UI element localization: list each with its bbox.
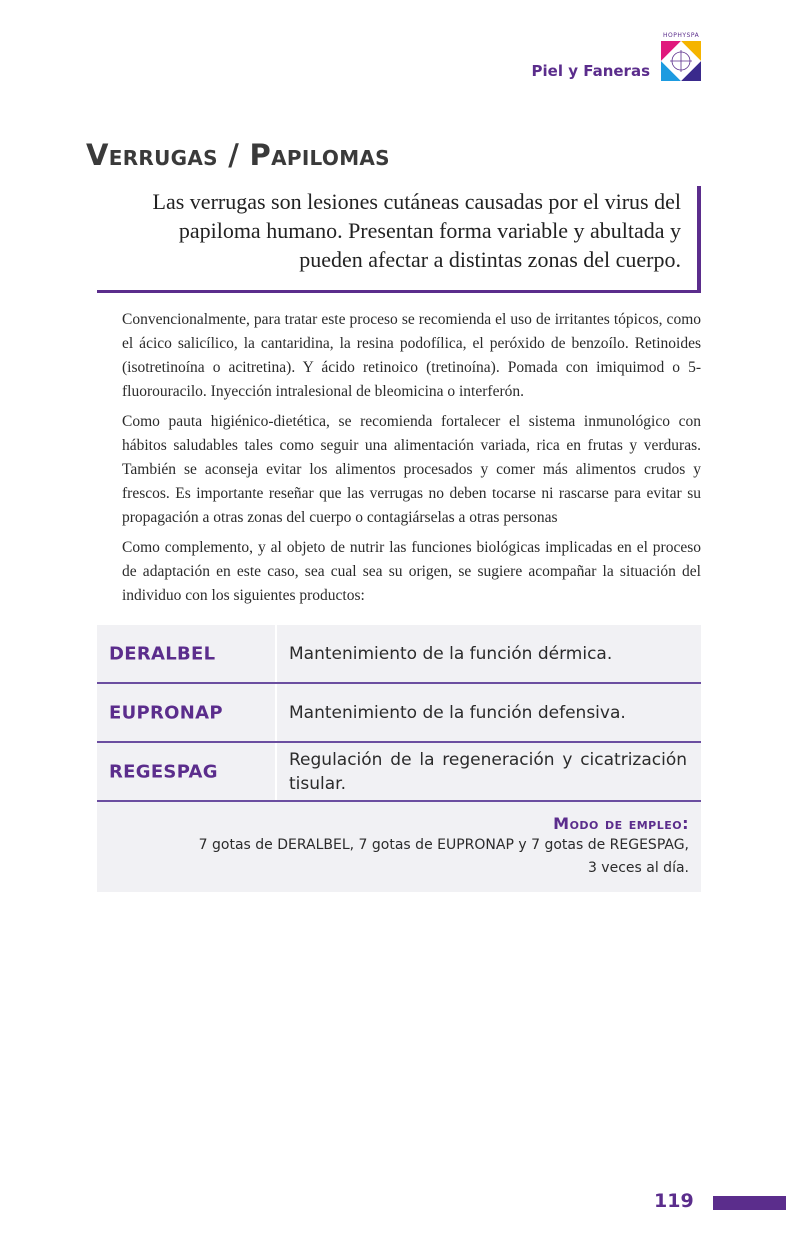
product-row bbox=[97, 625, 701, 684]
paragraph: Convencionalmente, para tratar este proceso se recomienda el uso de irritantes tópicos, como el ácico salicílico, la cantaridina, la resina podofílica, el peróxido de benzoílo. Retinoides (isotretinoína o acitretina). Y ácido retinoico (tretinoína). Pomada con imiquimod o 5-fluorouracilo. Inyección intralesional de bleomicina o interferón. bbox=[122, 311, 701, 400]
body-text bbox=[122, 308, 701, 614]
page-number-bar bbox=[713, 1196, 786, 1210]
paragraph: Como complemento, y al objeto de nutrir las funciones biológicas implicadas en el proceso de adaptación en este caso, sea cual sea su origen, se sugiere acompañar la situación del individuo con los siguientes productos: bbox=[122, 539, 701, 604]
product-table bbox=[97, 625, 701, 892]
usage-heading: Modo de empleo: bbox=[553, 814, 689, 833]
intro-horizontal-rule bbox=[97, 290, 701, 293]
page-title: Verrugas / Papilomas bbox=[86, 138, 390, 172]
product-name: REGESPAG bbox=[109, 761, 218, 782]
product-description: Mantenimiento de la función defensiva. bbox=[289, 702, 626, 723]
column-divider bbox=[275, 625, 277, 682]
page-number: 119 bbox=[654, 1190, 694, 1212]
brand-name: HOPHYSPA bbox=[663, 32, 700, 39]
usage-line: 7 gotas de DERALBEL, 7 gotas de EUPRONAP y 7 gotas de REGESPAG, bbox=[198, 837, 689, 853]
column-divider bbox=[275, 684, 277, 741]
intro-text: Las verrugas son lesiones cutáneas causadas por el virus del papiloma humano. Presentan forma variable y abultada y pueden afectar a distintas zonas del cuerpo. bbox=[152, 189, 681, 272]
product-name: DERALBEL bbox=[109, 643, 216, 664]
paragraph: Como pauta higiénico-dietética, se recomienda fortalecer el sistema inmunológico con hábitos saludables tales como seguir una alimentación variada, rica en frutas y verduras. También se aconseja evitar los alimentos procesados y comer más alimentos crudos y frescos. Es importante reseñar que las verrugas no deben tocarse ni rascarse para evitar su propagación a otras zonas del cuerpo o contagiárselas a otras personas bbox=[122, 413, 701, 526]
product-description: Regulación de la regeneración y cicatrización tisular. bbox=[289, 749, 687, 794]
column-divider bbox=[275, 743, 277, 800]
product-row bbox=[97, 743, 701, 802]
usage-line: 3 veces al día. bbox=[587, 860, 689, 876]
section-title: Piel y Faneras bbox=[531, 62, 650, 80]
brand-logo-icon bbox=[661, 41, 701, 81]
usage-box bbox=[97, 802, 701, 892]
product-name: EUPRONAP bbox=[109, 702, 223, 723]
product-row bbox=[97, 684, 701, 743]
product-description: Mantenimiento de la función dérmica. bbox=[289, 643, 613, 664]
intro-vertical-rule bbox=[697, 186, 701, 293]
